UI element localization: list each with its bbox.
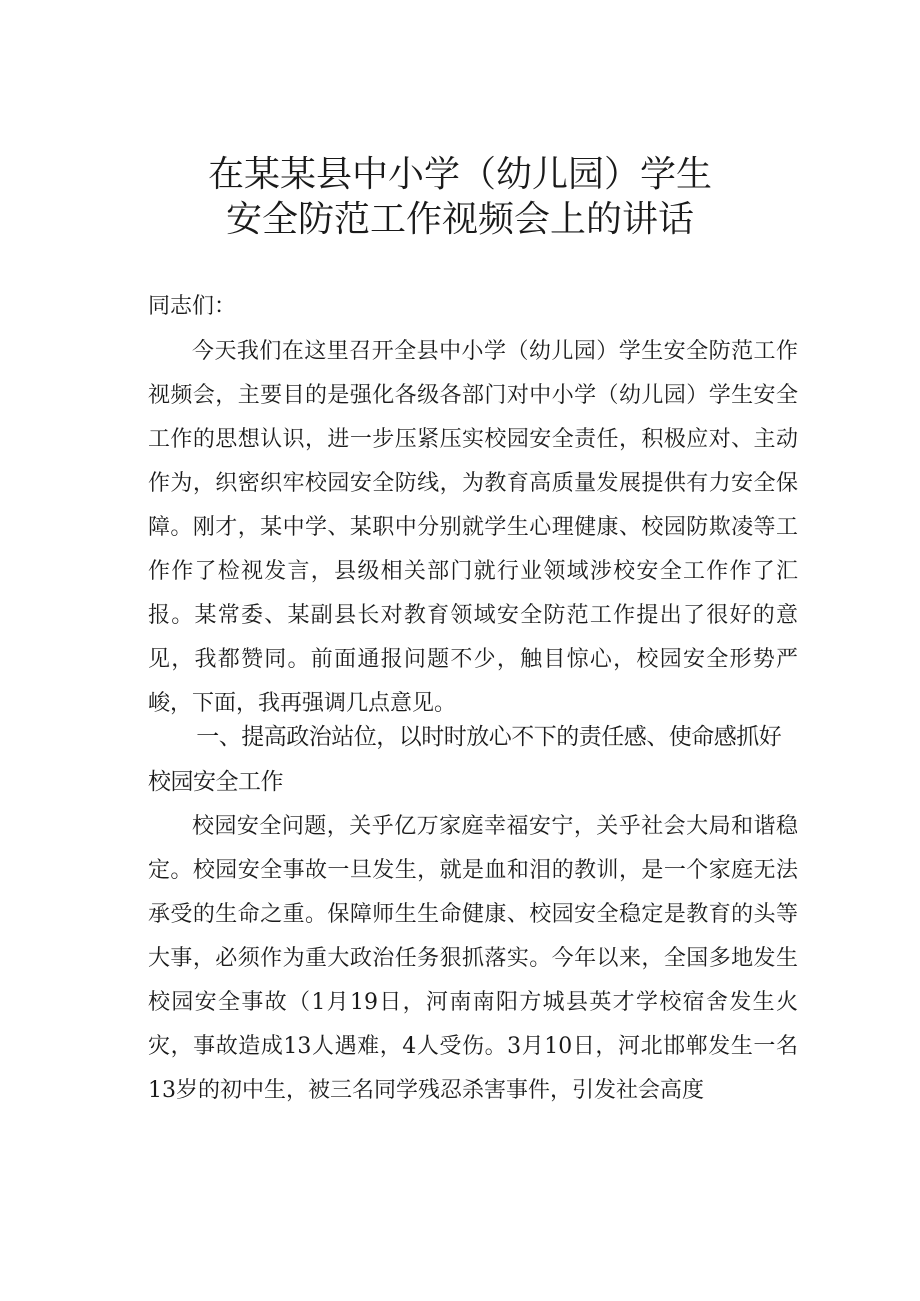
section-heading-1: 一、提高政治站位，以时时放心不下的责任感、使命感抓好校园安全工作 xyxy=(148,724,782,795)
document-title-line-1: 在某某县中小学（幼儿园）学生 xyxy=(207,154,712,195)
salutation: 同志们： xyxy=(148,294,237,319)
paragraph-intro: 今天我们在这里召开全县中小学（幼儿园）学生安全防范工作视频会，主要目的是强化各级各部门对中小学（幼儿园）学生安全工作的思想认识，进一步压紧压实校园安全责任，积极应对、主动作为，织密织牢校园安全防线，为教育高质量发展提供有力安全保障。刚才，某中学、某职中分别就学生心理健康、校园防欺凌等工作作了检视发言，县级相关部门就行业领域涉校安全工作作了汇报。某常委、某副县长对教育领域安全防范工作提出了很好的意见，我都赞同。前面通报问题不少，触目惊心，校园安全形势严峻，下面，我再强调几点意见。 xyxy=(148,339,798,716)
document-title-line-2: 安全防范工作视频会上的讲话 xyxy=(225,199,694,240)
paragraph-section-1: 校园安全问题，关乎亿万家庭幸福安宁，关乎社会大局和谐稳定。校园安全事故一旦发生，就是血和泪的教训，是一个家庭无法承受的生命之重。保障师生生命健康、校园安全稳定是教育的头等大事，必须作为重大政治任务狠抓落实。今年以来，全国多地发生校园安全事故（1月19日，河南南阳方城县英才学校宿舍发生火灾，事故造成13人遇难，4人受伤。3月10日，河北邯郸发生一名13岁的初中生，被三名同学残忍杀害事件，引发社会高度 xyxy=(148,814,798,1103)
